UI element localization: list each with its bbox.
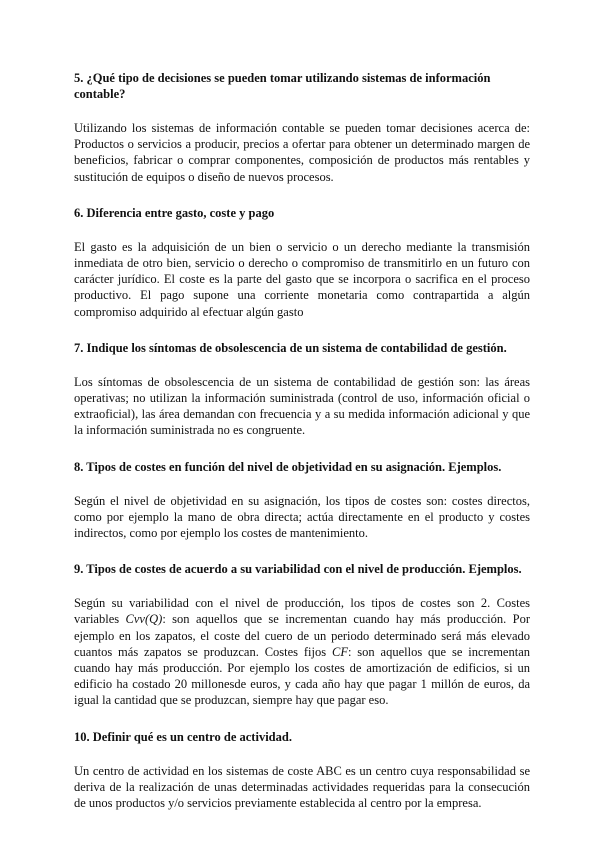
question-10-answer: Un centro de actividad en los sistemas de coste ABC es un centro cuya responsabilidad se deriva de la realización de unas determinadas actividades requeridas para la consecución de unos productos y/o servicios previamente establecida al centro por la empresa. xyxy=(74,763,530,811)
question-6-answer: El gasto es la adquisición de un bien o servicio o un derecho mediante la transmisión inmediata de otro bien, servicio o derecho o compromiso de transmitirlo en un futuro con carácter jurídico. El coste es la parte del gasto que se incorpora o sacrifica en el proceso productivo. El pago supone una corriente monetaria como contrapartida a algún compromiso adquirido al efectuar algún gasto xyxy=(74,239,530,319)
question-9-heading: 9. Tipos de costes de acuerdo a su variabilidad con el nivel de producción. Ejemplos. xyxy=(74,562,522,577)
question-6-heading: 6. Diferencia entre gasto, coste y pago xyxy=(74,205,275,220)
variable-cost-symbol: Cvv(Q) xyxy=(125,612,163,627)
question-5-answer: Utilizando los sistemas de información contable se pueden tomar decisiones acerca de: Productos o servicios a producir, precios a ofertar para obtener un determinado margen de beneficios, fabricar o comprar componentes, composición de productos más rentables y sustitución de equipos o diseño de nuevos procesos. xyxy=(74,121,530,184)
question-7-answer: Los síntomas de obsolescencia de un sistema de contabilidad de gestión son: las áreas operativas; no utilizan la información suministrada (control de uso, información oficial o extraoficial), las área demandan con frecuencia y a su medida información adicional y que la información suministrada no es congruente. xyxy=(74,374,530,438)
page-content xyxy=(74,70,530,831)
question-7-heading: 7. Indique los síntomas de obsolescencia de un sistema de contabilidad de gestión. xyxy=(74,340,507,355)
question-5-heading: 5. ¿Qué tipo de decisiones se pueden tomar utilizando sistemas de información contable? xyxy=(74,71,491,101)
question-9-answer xyxy=(74,595,530,708)
question-8-heading: 8. Tipos de costes en función del nivel de objetividad en su asignación. Ejemplos. xyxy=(74,459,502,474)
question-10-heading: 10. Definir qué es un centro de actividad. xyxy=(74,729,292,744)
question-8-answer: Según el nivel de objetividad en su asignación, los tipos de costes son: costes directos, como por ejemplo la mano de obra directa; actúa directamente en el producto y costes indirectos, como por ejemplo los costes de mantenimiento. xyxy=(74,493,530,541)
question-9-answer-part-1: Según su variabilidad con el nivel de producción, los tipos de costes son 2. Costes variables xyxy=(74,596,530,627)
question-9-answer-part-2: : son aquellos que se incrementan cuando hay más producción. Por ejemplo en los zapatos, el coste del cuero de un periodo determinado será más elevado cuantos más zapatos se produzcan. Costes fijos xyxy=(74,612,530,659)
question-9-answer-part-3: : son aquellos que se incrementan cuando hay más producción. Por ejemplo los costes de amortización de edificios, si un edificio ha costado 20 millonesde euros, y cada año hay que pagar 1 millón de euros, da igual la cantidad que se produzcan, siempre hay que pagar eso. xyxy=(74,644,530,708)
fixed-cost-symbol: CF xyxy=(331,644,348,659)
